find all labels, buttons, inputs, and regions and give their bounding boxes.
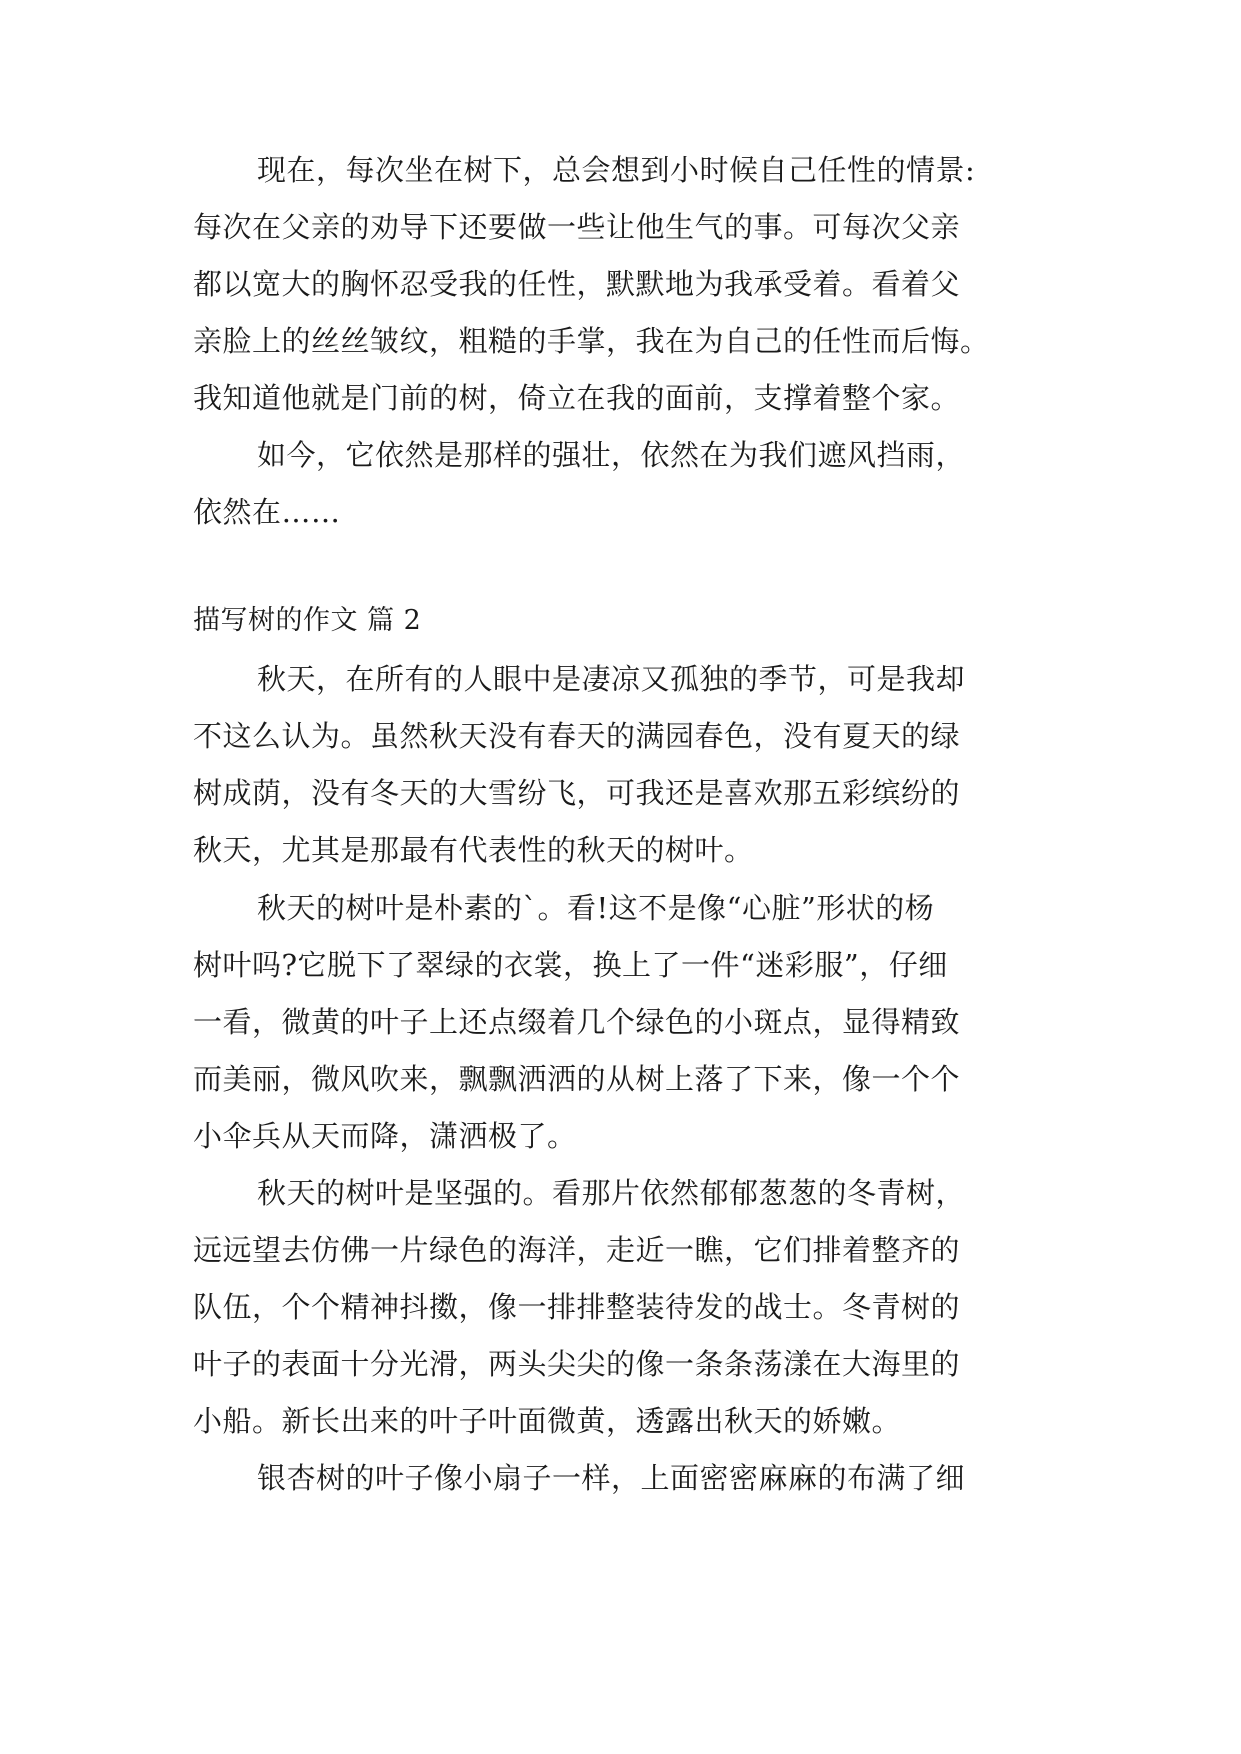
paragraph-line: 小船。新长出来的叶子叶面微黄，透露出秋天的娇嫩。 (193, 1404, 902, 1438)
paragraph-line: 树成荫，没有冬天的大雪纷飞，可我还是喜欢那五彩缤纷的 (193, 776, 961, 810)
paragraph-line: 叶子的表面十分光滑，两头尖尖的像一条条荡漾在大海里的 (193, 1347, 961, 1381)
paragraph-line: 如今，它依然是那样的强壮，依然在为我们遮风挡雨， (257, 438, 966, 472)
paragraph-line: 小伞兵从天而降，潇洒极了。 (193, 1119, 577, 1153)
paragraph-line: 亲脸上的丝丝皱纹，粗糙的手掌，我在为自己的任性而后悔。 (193, 324, 990, 358)
paragraph-line: 而美丽，微风吹来，飘飘洒洒的从树上落了下来，像一个个 (193, 1062, 961, 1096)
paragraph-line: 我知道他就是门前的树，倚立在我的面前，支撑着整个家。 (193, 381, 961, 415)
paragraph-line: 依然在…… (193, 495, 341, 529)
paragraph-line: 远远望去仿佛一片绿色的海洋，走近一瞧，它们排着整齐的 (193, 1233, 961, 1267)
paragraph-line: 队伍，个个精神抖擞，像一排排整装待发的战士。冬青树的 (193, 1290, 961, 1324)
paragraph-line: 秋天的树叶是坚强的。看那片依然郁郁葱葱的冬青树， (257, 1176, 966, 1210)
paragraph-line: 每次在父亲的劝导下还要做一些让他生气的事。可每次父亲 (193, 210, 961, 244)
paragraph-line: 不这么认为。虽然秋天没有春天的满园春色，没有夏天的绿 (193, 719, 961, 753)
paragraph-line: 秋天的树叶是朴素的`。看!这不是像“心脏”形状的杨 (257, 891, 935, 925)
paragraph-line: 一看，微黄的叶子上还点缀着几个绿色的小斑点，显得精致 (193, 1005, 961, 1039)
paragraph-line: 现在，每次坐在树下，总会想到小时候自己任性的情景: (257, 153, 976, 187)
paragraph-line: 秋天，尤其是那最有代表性的秋天的树叶。 (193, 833, 754, 867)
paragraph-line: 树叶吗?它脱下了翠绿的衣裳，换上了一件“迷彩服”，仔细 (193, 948, 948, 982)
essay-heading: 描写树的作文 篇 2 (193, 605, 422, 636)
paragraph-line: 秋天，在所有的人眼中是凄凉又孤独的季节，可是我却 (257, 662, 966, 696)
paragraph-line: 都以宽大的胸怀忍受我的任性，默默地为我承受着。看着父 (193, 267, 961, 301)
paragraph-line: 银杏树的叶子像小扇子一样，上面密密麻麻的布满了细 (257, 1461, 966, 1495)
